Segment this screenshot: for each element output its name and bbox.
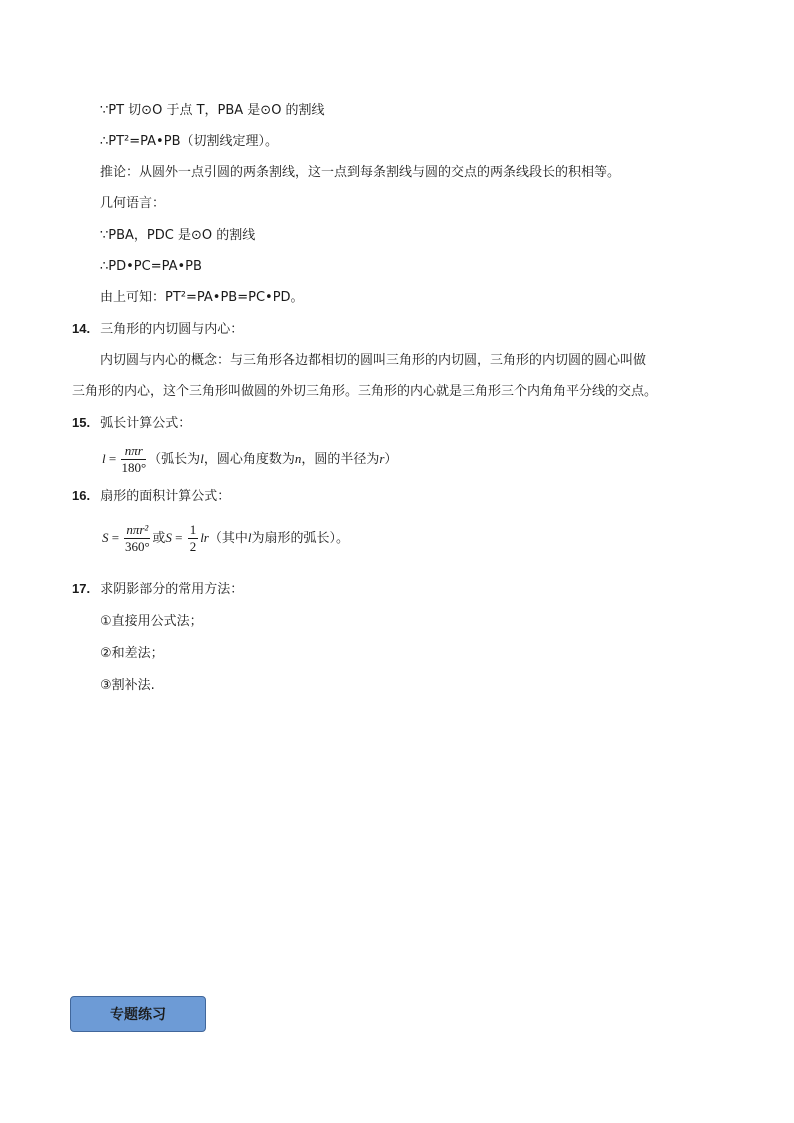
section-16-number: 16. bbox=[72, 488, 91, 503]
arc-length-formula bbox=[102, 443, 397, 476]
formula-var-l: l bbox=[102, 451, 106, 466]
half-denominator: 2 bbox=[189, 539, 197, 554]
section-15-title: 弧长计算公式： bbox=[100, 416, 192, 431]
text-line-3: 推论：从圆外一点引圆的两条割线，这一点到每条割线与圆的交点的两条线段长的积相等。 bbox=[100, 165, 621, 180]
text-line-7: 由上可知：PT²=PA•PB=PC•PD。 bbox=[100, 290, 304, 305]
section-16-heading bbox=[72, 487, 230, 506]
section-16-title: 扇形的面积计算公式： bbox=[100, 489, 231, 504]
formula-note-2: ，圆心角度数为 bbox=[203, 452, 295, 467]
text-line-1: ∵PT 切⊙O 于点 T，PBA 是⊙O 的割线 bbox=[100, 103, 325, 118]
section-14-number: 14. bbox=[72, 321, 91, 336]
formula-note-var-r: r bbox=[379, 451, 385, 466]
text-line-4: 几何语言： bbox=[100, 196, 166, 211]
sector-area-formula bbox=[102, 522, 349, 555]
topic-practice-button[interactable] bbox=[70, 996, 206, 1032]
fraction-denominator: 180° bbox=[121, 460, 147, 475]
formula-var-s: S bbox=[102, 530, 109, 545]
fraction-numerator: nπr² bbox=[126, 522, 149, 537]
formula-note-1: （弧长为 bbox=[148, 452, 201, 467]
section-15-number: 15. bbox=[72, 415, 91, 430]
text-line-2: ∴PT²=PA•PB（切割线定理）。 bbox=[100, 134, 278, 149]
section-17-heading bbox=[72, 580, 243, 599]
section-14-heading bbox=[72, 320, 243, 339]
section-17-number: 17. bbox=[72, 581, 91, 596]
section-14-para-1: 内切圆与内心的概念：与三角形各边都相切的圆叫三角形的内切圆，三角形的内切圆的圆心叫做 bbox=[100, 353, 647, 368]
formula-note-var-l: l bbox=[200, 451, 204, 466]
formula-note-4: ） bbox=[384, 452, 398, 467]
section-17-title: 求阴影部分的常用方法： bbox=[100, 582, 244, 597]
text-line-6: ∴PD•PC=PA•PB bbox=[100, 259, 202, 274]
section-14-para-2: 三角形的内心，这个三角形叫做圆的外切三角形。三角形的内心就是三角形三个内角角平分线的交点。 bbox=[72, 384, 658, 399]
arc-length-fraction bbox=[121, 443, 146, 476]
sector-area-fraction bbox=[124, 522, 150, 555]
section-15-heading bbox=[72, 414, 191, 433]
formula-equals: = bbox=[108, 530, 123, 545]
formula-equals-2: = bbox=[171, 530, 186, 545]
formula-or: 或 bbox=[152, 531, 166, 546]
method-item-3: ③割补法. bbox=[100, 678, 155, 693]
half-numerator: 1 bbox=[189, 522, 197, 537]
fraction-numerator: nπr bbox=[121, 443, 146, 460]
formula-note-2: 为扇形的弧长）。 bbox=[251, 531, 350, 546]
method-item-2: ②和差法； bbox=[100, 646, 164, 661]
formula-equals: = bbox=[105, 451, 120, 466]
formula-var-lr: lr bbox=[200, 530, 209, 545]
method-item-1: ①直接用公式法； bbox=[100, 614, 203, 629]
half-fraction bbox=[188, 522, 199, 555]
section-14-title: 三角形的内切圆与内心： bbox=[100, 322, 244, 337]
text-line-5: ∵PBA，PDC 是⊙O 的割线 bbox=[100, 228, 256, 243]
formula-note-var-n: n bbox=[294, 451, 302, 466]
topic-practice-label: 专题练习 bbox=[110, 1006, 166, 1022]
formula-note-1: （其中 bbox=[208, 531, 248, 546]
formula-var-s-2: S bbox=[165, 530, 172, 545]
formula-note-var-l: l bbox=[247, 530, 252, 545]
fraction-denominator: 360° bbox=[124, 539, 150, 554]
formula-note-3: ，圆的半径为 bbox=[301, 452, 380, 467]
